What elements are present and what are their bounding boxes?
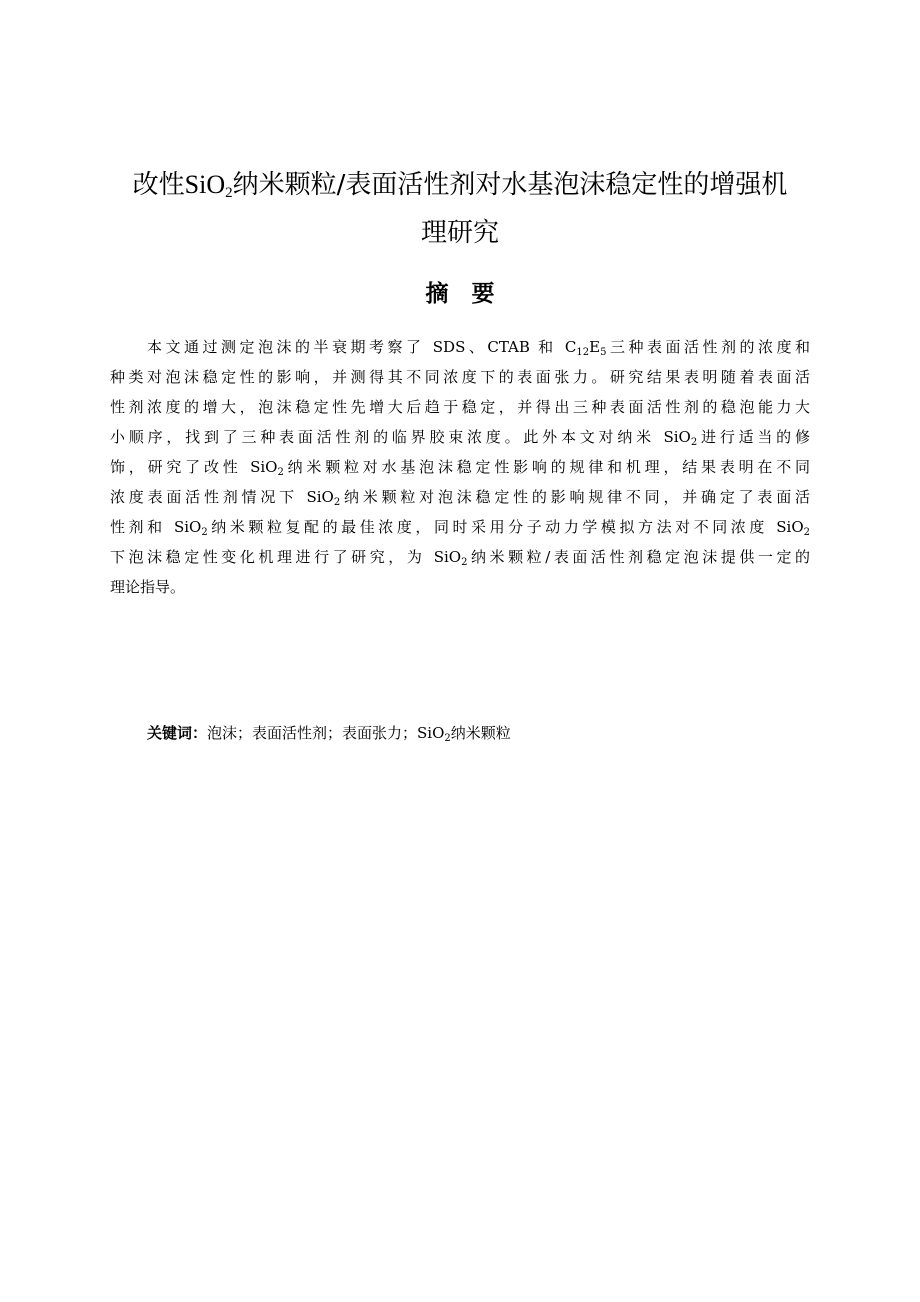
keywords-text: 泡沫；表面活性剂；表面张力；SiO bbox=[207, 724, 445, 742]
keywords bbox=[147, 718, 511, 748]
abstract-line: 本文通过测定泡沫的半衰期考察了 SDS、CTAB 和 $C_{12}E_5$三种表面活性剂的浓度和 bbox=[147, 338, 810, 358]
abstract-line: 下泡沫稳定性变化机理进行了研究，为 SiO$_2$纳米颗粒/表面活性剂稳定泡沫提供一定的 bbox=[110, 548, 810, 568]
title-text: 纳米颗粒/表面活性剂对水基泡沫稳定性的增强机 bbox=[232, 170, 788, 200]
abstract-line: 种类对泡沫稳定性的影响，并测得其不同浓度下的表面张力。研究结果表明随着表面活 bbox=[110, 368, 810, 386]
abstract-line: 饰，研究了改性 SiO$_2$纳米颗粒对水基泡沫稳定性影响的规律和机理，结果表明在不同 bbox=[110, 458, 810, 478]
paper-title-line-1 bbox=[100, 170, 820, 201]
abstract-heading: 摘 要 bbox=[425, 281, 495, 307]
title-subscript: 2 bbox=[225, 185, 233, 201]
keywords-label: 关键词： bbox=[147, 724, 208, 742]
abstract-body bbox=[110, 332, 810, 602]
abstract-line: 浓度表面活性剂情况下 SiO$_2$纳米颗粒对泡沫稳定性的影响规律不同，并确定了表面活 bbox=[110, 488, 810, 508]
paper-title-line-2 bbox=[100, 220, 820, 246]
abstract-line: 小顺序，找到了三种表面活性剂的临界胶束浓度。此外本文对纳米 SiO$_2$进行适当的修 bbox=[110, 428, 810, 448]
abstract-line: 理论指导。 bbox=[110, 578, 186, 596]
keywords-text: 纳米颗粒 bbox=[450, 724, 511, 742]
title-text: 理研究 bbox=[420, 218, 499, 248]
abstract-line: 性剂浓度的增大，泡沫稳定性先增大后趋于稳定，并得出三种表面活性剂的稳泡能力大 bbox=[110, 398, 810, 416]
keywords-subscript: 2 bbox=[444, 733, 451, 744]
title-text: 改性 bbox=[132, 170, 185, 200]
title-formula: SiO bbox=[184, 170, 226, 199]
abstract-line: 性剂和 SiO$_2$纳米颗粒复配的最佳浓度，同时采用分子动力学模拟方法对不同浓度 SiO$_2$ bbox=[110, 518, 810, 538]
